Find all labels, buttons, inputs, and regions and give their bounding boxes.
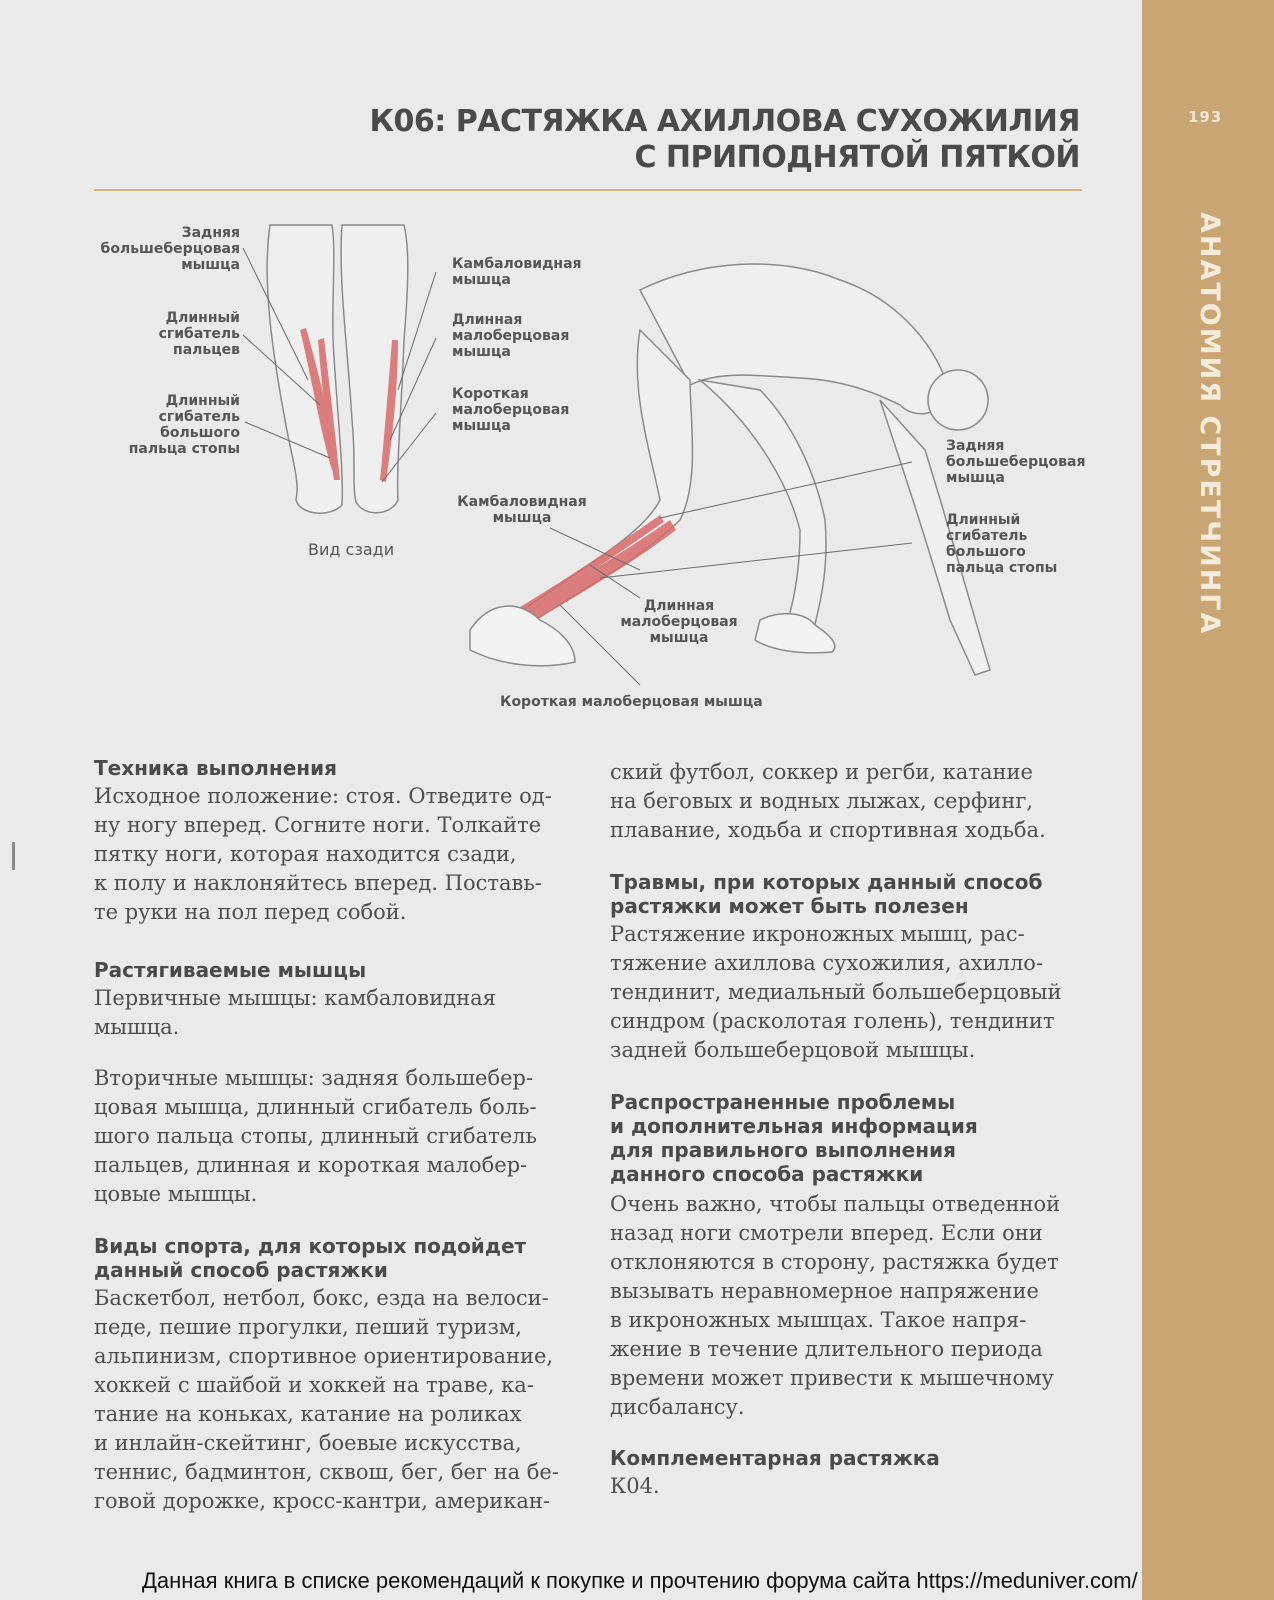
page-number: 193 (1188, 108, 1223, 126)
page-title-line2: С ПРИПОДНЯТОЙ ПЯТКОЙ (634, 140, 1080, 175)
margin-mark (12, 842, 15, 870)
sports-heading: Виды спорта, для которых подойдет данный способ растяжки (94, 1234, 527, 1282)
primary-muscles-text: Первичные мышцы: камбаловидная мышца. (94, 986, 496, 1039)
side-label-soleus: Камбаловидная мышца (457, 494, 587, 526)
rear-view-caption: Вид сзади (308, 540, 395, 559)
footer-notice: Данная книга в списке рекомендаций к покупке и прочтению форума сайта https://meduniver.com/ (142, 1568, 1138, 1593)
technique-text: Исходное положение: стоя. Отведите од- ну ногу вперед. Согните ноги. Толкайте пятку ноги, которая находится сзади, к полу и наклоняйтесь вперед. Поставь- те руки на пол перед собой. (94, 784, 552, 924)
rear-label-flexor-hallucis: Длинный сгибатель большого пальца стопы (128, 393, 240, 457)
rear-label-peroneus-longus: Длинная малоберцовая мышца (452, 312, 570, 360)
side-view-figure (510, 264, 990, 675)
secondary-muscles-text: Вторичные мышцы: задняя большебер- цовая мышца, длинный сгибатель боль- шого пальца стопы, длинный сгибатель пальцев, длинная и короткая малобер- цовые мышцы. (94, 1066, 537, 1206)
page-title-line1: К06: РАСТЯЖКА АХИЛЛОВА СУХОЖИЛИЯ (369, 104, 1080, 139)
rear-label-posterior-tibialis: Задняя большеберцовая мышца (100, 225, 240, 273)
anatomy-illustration (0, 200, 1142, 740)
rear-label-flexor-digitorum: Длинный сгибатель пальцев (158, 310, 240, 358)
injuries-text: Растяжение икроножных мышц, рас- тяжение ахиллова сухожилия, ахилло- тендинит, медиальный большеберцовый синдром (расколотая голень), тендинит задней большеберцовой мышцы. (610, 922, 1062, 1062)
side-section-title: АНАТОМИЯ СТРЕТЧИНГА (1194, 212, 1225, 636)
complementary-heading: Комплементарная растяжка (610, 1446, 940, 1470)
side-label-peroneus-brevis: Короткая малоберцовая мышца (500, 694, 763, 710)
injuries-heading: Травмы, при которых данный способ растяжки может быть полезен (610, 870, 1043, 918)
technique-heading: Техника выполнения (94, 756, 337, 780)
rear-label-soleus: Камбаловидная мышца (452, 256, 582, 288)
sports-text-continued: ский футбол, соккер и регби, катание на беговых и водных лыжах, серфинг, плавание, ходьба и спортивная ходьба. (610, 760, 1046, 842)
problems-text: Очень важно, чтобы пальцы отведенной назад ноги смотрели вперед. Если они отклоняются в сторону, растяжка будет вызывать неравномерное напряжение в икроножных мышцах. Такое напря- жение в течение длительного периода времени может привести к мышечному дисбалансу. (610, 1192, 1061, 1419)
side-label-flexor-hallucis: Длинный сгибатель большого пальца стопы (946, 512, 1058, 576)
title-rule (94, 189, 1082, 191)
side-label-peroneus-longus: Длинная малоберцовая мышца (620, 598, 738, 646)
complementary-text: К04. (610, 1474, 660, 1498)
sports-text: Баскетбол, нетбол, бокс, езда на велоси- педе, пешие прогулки, пеший туризм, альпинизм, спортивное ориентирование, хоккей с шайбой и хоккей на траве, ка- тание на коньках, катание на роликах и инлайн-скейтинг, боевые искусства, теннис, бадминтон, сквош, бег, бег на бе- говой дорожке, кросс-кантри, американ- (94, 1286, 559, 1513)
muscles-heading: Растягиваемые мышцы (94, 958, 367, 982)
rear-label-peroneus-brevis: Короткая малоберцовая мышца (452, 386, 570, 434)
page-title (370, 104, 1080, 176)
problems-heading: Распространенные проблемы и дополнительная информация для правильного выполнения данного способа растяжки (610, 1090, 978, 1186)
side-label-posterior-tibialis: Задняя большеберцовая мышца (946, 438, 1086, 486)
